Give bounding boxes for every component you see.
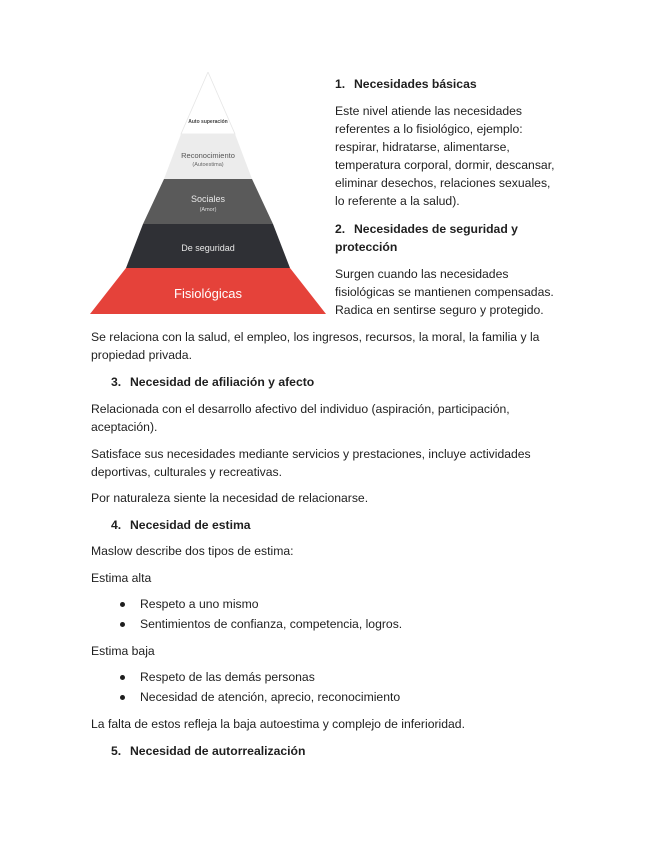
section-2-heading xyxy=(335,220,570,256)
bullet-icon xyxy=(120,602,125,607)
section-4-number: 4. xyxy=(111,518,122,532)
section-3-heading xyxy=(111,373,581,391)
bullet-icon xyxy=(120,622,125,627)
section-4-intro: Maslow describe dos tipos de estima: xyxy=(91,544,294,558)
section-3-paragraph: Por naturaleza siente la necesidad de relacionarse. xyxy=(91,491,369,505)
section-1-heading xyxy=(335,75,570,93)
bullet-icon xyxy=(120,675,125,680)
section-3-paragraph: Satisface sus necesidades mediante servicios y prestaciones, incluye actividades deportivas, culturales y recreativas. xyxy=(91,447,531,479)
section-1-line: Este nivel atiende las necesidades xyxy=(335,104,522,118)
section-5-title: Necesidad de autorrealización xyxy=(130,744,306,758)
section-3-title: Necesidad de afiliación y afecto xyxy=(130,375,315,389)
section-1-line: referentes a lo fisiológico, ejemplo: xyxy=(335,122,523,136)
pyramid-level-5-label: Fisiológicas xyxy=(174,286,242,301)
section-5-number: 5. xyxy=(111,744,122,758)
estima-alta-list xyxy=(118,595,402,634)
pyramid-level-3-label: Sociales xyxy=(190,194,226,204)
estima-baja-list xyxy=(118,668,400,707)
section-4-heading xyxy=(111,516,581,534)
section-2-number: 2. xyxy=(335,222,346,236)
list-item xyxy=(118,595,402,615)
section-1-line: respirar, hidratarse, alimentarse, xyxy=(335,140,510,154)
section-3-number: 3. xyxy=(111,375,122,389)
pyramid-level-2-sublabel: (Autoestima) xyxy=(192,162,224,168)
section-2-line: Radica en sentirse seguro y protegido. xyxy=(335,303,544,317)
estima-baja-label: Estima baja xyxy=(91,644,155,658)
pyramid-level-1-label: Auto superación xyxy=(188,119,228,125)
pyramid-level-2-label: Reconocimiento xyxy=(181,151,235,160)
section-2-line: fisiológicas se mantienen compensadas. xyxy=(335,285,554,299)
section-3-paragraph: Relacionada con el desarrollo afectivo del individuo (aspiración, participación, aceptación). xyxy=(91,402,510,434)
section-2-title-line-2: protección xyxy=(335,240,398,254)
list-item-text: Sentimientos de confianza, competencia, logros. xyxy=(140,616,403,631)
list-item-text: Necesidad de atención, aprecio, reconocimiento xyxy=(140,689,401,704)
list-item xyxy=(118,668,400,688)
section-1-title: Necesidades básicas xyxy=(354,77,477,91)
list-item-text: Respeto a uno mismo xyxy=(140,597,259,611)
section-1-body xyxy=(335,102,570,210)
estima-alta-label: Estima alta xyxy=(91,571,152,585)
section-2-body xyxy=(335,265,570,319)
section-2-title-line-1: Necesidades de seguridad y xyxy=(354,222,518,236)
section-1-number: 1. xyxy=(335,77,346,91)
section-1-line: temperatura corporal, dormir, descansar, xyxy=(335,158,555,172)
section-4-closing: La falta de estos refleja la baja autoestima y complejo de inferioridad. xyxy=(91,717,465,731)
pyramid-level-4-label: De seguridad xyxy=(181,243,235,253)
section-2-line: Surgen cuando las necesidades xyxy=(335,267,509,281)
section-1-line: lo referente a la salud). xyxy=(335,194,460,208)
section-2-continued: Se relaciona con la salud, el empleo, los ingresos, recursos, la moral, la familia y la propiedad privada. xyxy=(91,330,540,362)
section-4-title: Necesidad de estima xyxy=(130,518,251,532)
list-item-text: Respeto de las demás personas xyxy=(140,670,315,684)
list-item xyxy=(118,615,402,635)
bullet-icon xyxy=(120,695,125,700)
section-1-line: eliminar desechos, relaciones sexuales, xyxy=(335,176,551,190)
maslow-pyramid xyxy=(90,72,326,316)
section-5-heading xyxy=(111,742,581,760)
pyramid-level-3-sublabel: (Amor) xyxy=(199,207,217,213)
list-item xyxy=(118,688,400,708)
